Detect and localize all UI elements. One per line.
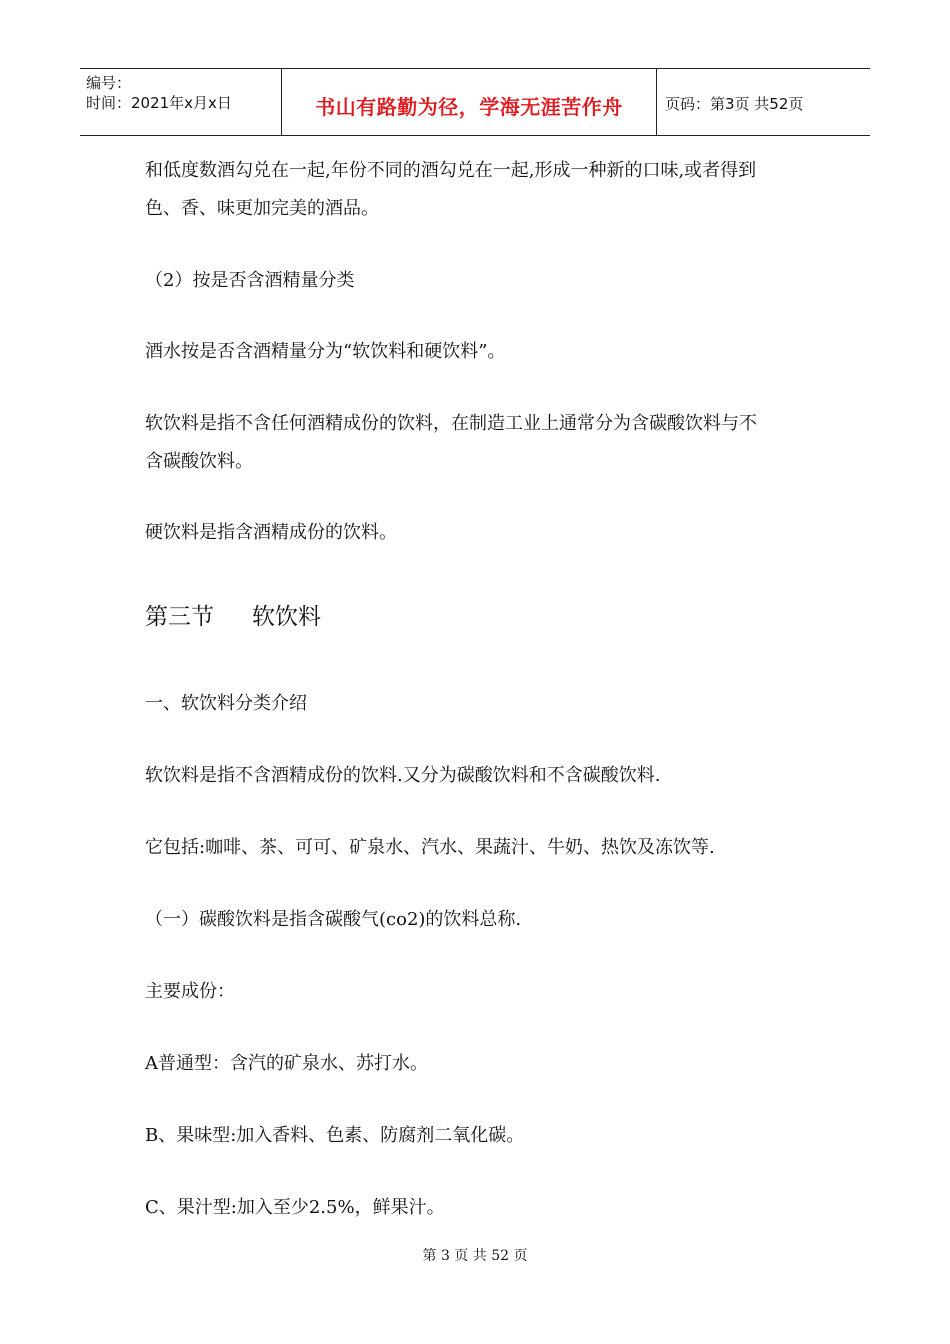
section-title: 软饮料 bbox=[252, 604, 321, 630]
number-label: 编号： bbox=[86, 74, 132, 92]
paragraph-line: （2）按是否含酒精量分类 bbox=[145, 270, 355, 291]
paragraph-line: 它包括:咖啡、茶、可可、矿泉水、汽水、果蔬汁、牛奶、热饮及冻饮等. bbox=[145, 837, 715, 858]
header-left-cell bbox=[80, 69, 281, 135]
paragraph-line: B、果味型:加入香料、色素、防腐剂二氧化碳。 bbox=[145, 1125, 525, 1146]
header-page-code-cell bbox=[657, 69, 870, 135]
paragraph-line: 主要成份： bbox=[145, 981, 235, 1002]
motto-text: 书山有路勤为径，学海无涯苦作舟 bbox=[315, 94, 623, 119]
paragraph-line: 和低度数酒勾兑在一起,年份不同的酒勾兑在一起,形成一种新的口味,或者得到 bbox=[145, 160, 757, 181]
paragraph-line: 色、香、味更加完美的酒品。 bbox=[145, 198, 379, 219]
header-motto-cell bbox=[281, 69, 657, 135]
paragraph-line: 一、软饮料分类介绍 bbox=[145, 693, 307, 714]
paragraph-line: 含碳酸饮料。 bbox=[145, 451, 253, 472]
paragraph-line: C、果汁型:加入至少2.5%，鲜果汁。 bbox=[145, 1197, 445, 1218]
paragraph-line: （一）碳酸饮料是指含碳酸气(co2)的饮料总称. bbox=[145, 909, 522, 930]
page-header bbox=[80, 68, 870, 136]
time-label: 时间：2021年x月x日 bbox=[86, 94, 232, 112]
page-footer: 第 3 页 共 52 页 bbox=[422, 1248, 528, 1264]
paragraph-line: 软饮料是指不含酒精成份的饮料.又分为碳酸饮料和不含碳酸饮料. bbox=[145, 765, 661, 786]
page-code: 页码：第3页 共52页 bbox=[665, 94, 804, 113]
paragraph-line: 酒水按是否含酒精量分为“软饮料和硬饮料”。 bbox=[145, 341, 506, 362]
paragraph-line: A普通型：含汽的矿泉水、苏打水。 bbox=[145, 1053, 428, 1074]
section-heading bbox=[145, 602, 321, 632]
paragraph-line: 软饮料是指不含任何酒精成份的饮料，在制造工业上通常分为含碳酸饮料与不 bbox=[145, 413, 757, 434]
paragraph-line: 硬饮料是指含酒精成份的饮料。 bbox=[145, 522, 397, 543]
section-number: 第三节 bbox=[145, 604, 214, 630]
